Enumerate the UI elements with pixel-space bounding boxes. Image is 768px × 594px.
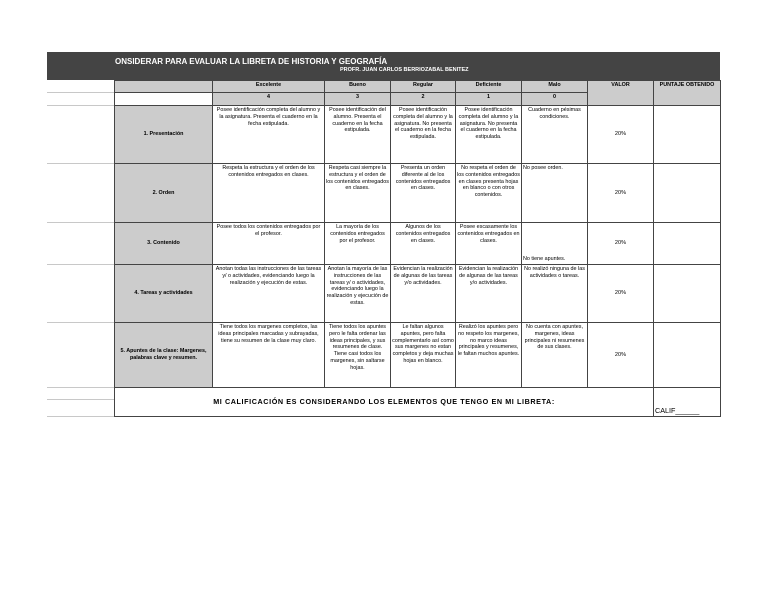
malo-cell: No tiene apuntes. (522, 223, 588, 265)
regular-cell: Presenta un orden diferente al de los contenidos entregados en clases. (391, 164, 456, 223)
level-name: Bueno (325, 81, 391, 93)
calif-field[interactable]: CALIF______ (654, 388, 721, 417)
rubric-row (115, 164, 721, 223)
bueno-cell: Anotan la mayoría de las instrucciones de las tareas y/ o actividades, evidenciando luego la realización y ejecución de estas. (325, 265, 391, 323)
deficiente-cell: Posee identificación completa del alumno y la asignatura. No presenta el cuaderno en la fecha estipulada. (456, 106, 522, 164)
level-name: Excelente (213, 81, 325, 93)
deficiente-cell: Evidencian la realización de algunas de las tareas y/o actividades. (456, 265, 522, 323)
puntaje-cell[interactable] (654, 265, 721, 323)
gutter-row (47, 264, 114, 323)
criterion-cell: 3. Contenido (115, 223, 213, 265)
level-score: 3 (325, 93, 391, 106)
valor-header: VALOR (588, 81, 654, 106)
malo-cell: No posee orden. (522, 164, 588, 223)
criterion-cell: 2. Orden (115, 164, 213, 223)
rubric-row (115, 323, 721, 388)
valor-cell: 20% (588, 323, 654, 388)
regular-cell: Posee identificación completa del alumno y la asignatura. No presenta el cuaderno en la fecha estipulada. (391, 106, 456, 164)
excelente-cell: Posee identificación completa del alumno y la asignatura. Presenta el cuaderno en la fecha estipulada. (213, 106, 325, 164)
rubric-table (114, 80, 721, 417)
rubric-row (115, 106, 721, 164)
bueno-cell: Posee identificación del alumno. Presenta el cuaderno en la fecha estipulada. (325, 106, 391, 164)
valor-cell: 20% (588, 106, 654, 164)
puntaje-cell[interactable] (654, 106, 721, 164)
criterion-cell: 5. Apuntes de la clase: Margenes, palabras clave y resumen. (115, 323, 213, 388)
gutter-row (47, 399, 114, 417)
bueno-cell: Respeta casi siempre la estructura y el orden de los contenidos entregados en clases. (325, 164, 391, 223)
gutter-row (47, 322, 114, 388)
regular-cell: Evidencian la realización de algunas de las tareas y/o actividades. (391, 265, 456, 323)
excelente-cell: Respeta la estructura y el orden de los contenidos entregados en clases. (213, 164, 325, 223)
valor-cell: 20% (588, 223, 654, 265)
level-score: 2 (391, 93, 456, 106)
corner-cell (115, 81, 213, 93)
gutter-row (47, 163, 114, 223)
valor-cell: 20% (588, 265, 654, 323)
regular-cell: Le faltan algunos apuntes, pero falta complementarlo así como sus margenes no estan completos y deja muchas hojas en blanco. (391, 323, 456, 388)
gutter-row (47, 92, 114, 106)
malo-cell: No cuenta con apuntes, margenes, ideas principales ni resumenes de sus clases. (522, 323, 588, 388)
level-name: Malo (522, 81, 588, 93)
puntaje-header: PUNTAJE OBTENIDO (654, 81, 721, 106)
level-score: 0 (522, 93, 588, 106)
criterion-cell: 1. Presentación (115, 106, 213, 164)
rubric-row (115, 265, 721, 323)
puntaje-cell[interactable] (654, 164, 721, 223)
level-score: 1 (456, 93, 522, 106)
blank-cell (115, 93, 213, 106)
puntaje-cell[interactable] (654, 323, 721, 388)
deficiente-cell: Realizó los apuntes pero no respeto los margenes, no marco ideas principales y resumenes, le faltan muchos apuntes. (456, 323, 522, 388)
malo-cell: No realizó ninguna de las actividades o tareas. (522, 265, 588, 323)
rubric-row (115, 223, 721, 265)
level-name: Regular (391, 81, 456, 93)
malo-cell: Cuaderno en pésimas condiciones. (522, 106, 588, 164)
sheet-title: ONSIDERAR PARA EVALUAR LA LIBRETA DE HISTORIA Y GEOGRAFÍA (115, 57, 388, 66)
excelente-cell: Posee todos los contenidos entregados por el profesor. (213, 223, 325, 265)
footer-row (115, 388, 721, 417)
deficiente-cell: No respeta el orden de los contenidos entregados en clases presenta hojas en blanco o con otros contenidos. (456, 164, 522, 223)
author-name: PROFR. JUAN CARLOS BERRIOZABAL BENITEZ (340, 67, 469, 73)
footer-message: MI CALIFICACIÓN ES CONSIDERANDO LOS ELEMENTOS QUE TENGO EN MI LIBRETA: (115, 388, 654, 417)
bueno-cell: Tiene todos los apuntes pero le falta ordenar las ideas principales, y sus resumenes de clase. Tiene casi todos los margenes, sin saltarse hojas. (325, 323, 391, 388)
valor-cell: 20% (588, 164, 654, 223)
level-score: 4 (213, 93, 325, 106)
puntaje-cell[interactable] (654, 223, 721, 265)
excelente-cell: Anotan todas las instrucciones de las tareas y/ o actividades, evidenciando luego la realización y ejecución de estas. (213, 265, 325, 323)
bueno-cell: La mayoría de los contenidos entregados por el profesor. (325, 223, 391, 265)
regular-cell: Algunos de los contenidos entregados en clases. (391, 223, 456, 265)
deficiente-cell: Posee escasamente los contenidos entregados en clases. (456, 223, 522, 265)
title-bar (47, 52, 720, 80)
level-names-row (115, 81, 721, 93)
gutter-row (47, 222, 114, 265)
gutter-row (47, 105, 114, 164)
level-name: Deficiente (456, 81, 522, 93)
excelente-cell: Tiene todos los margenes completos, las ideas principales marcadas y subrayadas, tiene su resumen de la clase muy claro. (213, 323, 325, 388)
criterion-cell: 4. Tareas y actividades (115, 265, 213, 323)
